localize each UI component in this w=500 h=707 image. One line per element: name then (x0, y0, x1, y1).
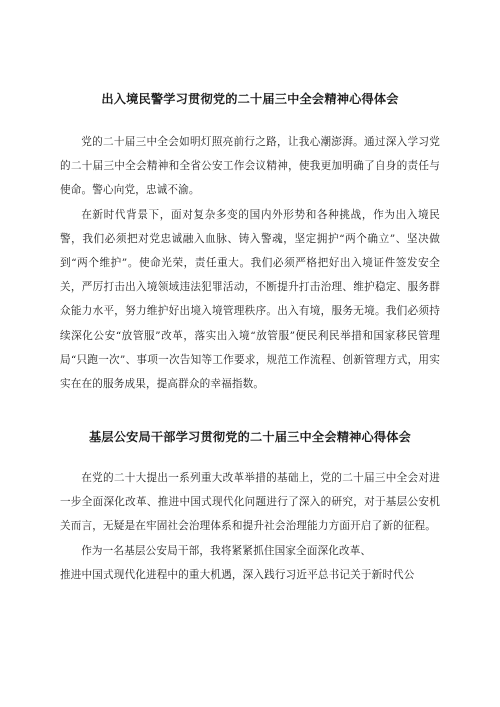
article-body (60, 130, 440, 396)
body-paragraph: 党的二十届三中全会如明灯照亮前行之路，让我心潮澎湃。通过深入学习党的二十届三中全会精神和全省公安工作会议精神，使我更加明确了自身的责任与使命。警心向党，忠诚不渝。 (60, 136, 440, 197)
body-paragraph: 作为一名基层公安局干部，我将紧紧抓住国家全面深化改革、 (81, 544, 372, 557)
article-title: 基层公安局干部学习贯彻党的二十届三中全会精神心得体会 (88, 430, 412, 444)
article-title: 出入境民警学习贯彻党的二十届三中全会精神心得体会 (101, 92, 399, 106)
body-paragraph: 在党的二十大提出一系列重大改革举措的基础上，党的二十届三中全会对进一步全面深化改革、推进中国式现代化问题进行了深入的研究，对于基层公安机关而言，无疑是在牢固社会治理体系和提升社会治理能力方面开启了新的征程。 (60, 472, 440, 533)
body-paragraph: 在新时代背景下，面对复杂多变的国内外形势和各种挑战，作为出入境民警，我们必须把对党忠诚融入血脉、铸入警魂，坚定拥护“两个确立”、坚决做到“两个维护”。使命光荣，责任重大。我们必须严格把好出入境证件签发安全关，严厉打击出入境领域违法犯罪活动，不断提升打击治理、维护稳定、服务群众能力水平，努力维护好出境入境管理秩序。出入有境，服务无境。我们必须持续深化公安“放管服”改革，落实出入境“放管服”便民利民举措和国家移民管理局“只跑一次”、事项一次告知等工作要求，规范工作流程、创新管理方式，用实实在在的服务成果，提高群众的幸福指数。 (60, 208, 440, 391)
article-body (60, 466, 440, 587)
body-paragraph-continuation: 推进中国式现代化进程中的重大机遇，深入践行习近平总书记关于新时代公 (60, 568, 415, 581)
